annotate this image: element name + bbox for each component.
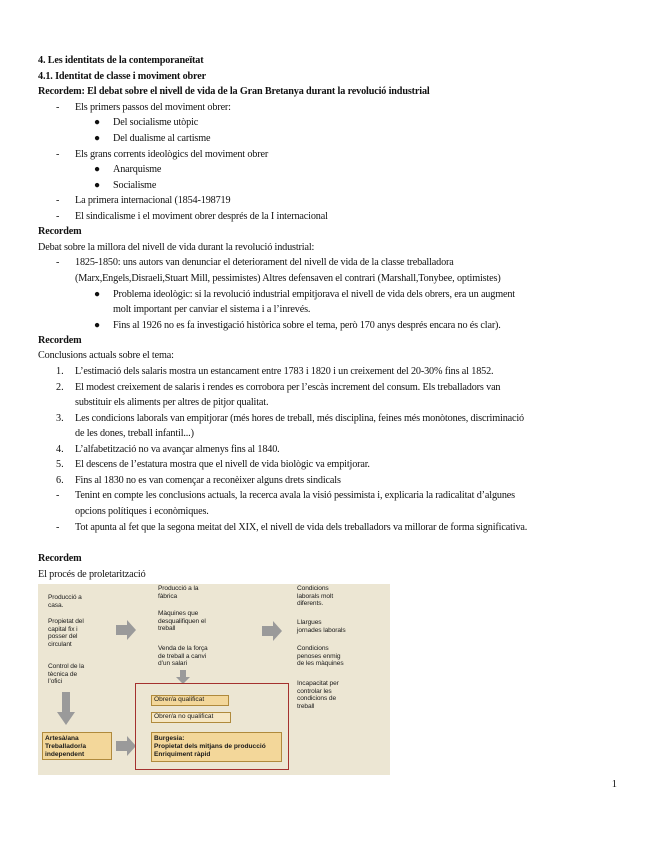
list-subitem: Del dualisme al cartisme xyxy=(113,133,211,144)
diagram-text: Producció a casa. xyxy=(48,594,82,609)
list-item-continued: (Marx,Engels,Disraeli,Stuart Mill, pessimistes) Altres defensaven el contrari (Marshall,Tonybee, optimistes) xyxy=(75,273,501,284)
dash-marker: - xyxy=(56,102,60,113)
qualified-worker-box: Obrer/a qualificat xyxy=(151,695,229,706)
dash-marker: - xyxy=(56,211,60,222)
list-item: El sindicalisme i el moviment obrer després de la I internacional xyxy=(75,211,328,222)
bullet-marker: ● xyxy=(94,117,101,128)
dash-marker: - xyxy=(56,490,60,501)
numbered-item: El modest creixement de salaris i rendes es corrobora per l’escàs increment del consum. Els treballadors van xyxy=(75,382,501,393)
down-arrow-icon xyxy=(176,670,190,684)
number-marker: 5. xyxy=(56,459,64,470)
list-item: La primera internacional (1854-198719 xyxy=(75,195,231,206)
right-arrow-icon xyxy=(116,620,136,640)
number-marker: 4. xyxy=(56,444,64,455)
diagram-text: Producció a la fàbrica xyxy=(158,585,199,600)
numbered-item: Les condicions laborals van empitjorar (més hores de treball, més disciplina, feines més monòtones, discriminació xyxy=(75,413,525,424)
diagram-text: Venda de la força de treball a canvi d’un salari xyxy=(158,645,208,668)
dash-marker: - xyxy=(56,149,60,160)
numbered-item-continued: substituir els aliments per altres de pitjor qualitat. xyxy=(75,397,269,408)
page-number: 1 xyxy=(611,779,617,790)
bullet-marker: ● xyxy=(94,180,101,191)
numbered-item-continued: de les dones, treball infantil...) xyxy=(75,428,194,439)
bullet-marker: ● xyxy=(94,164,101,175)
recordem-heading: Recordem: El debat sobre el nivell de vida de la Gran Bretanya durant la revolució industrial xyxy=(38,86,430,97)
paragraph: Debat sobre la millora del nivell de vida durant la revolució industrial: xyxy=(38,242,315,253)
artisan-box: Artesà/ana Treballador/a independent xyxy=(42,732,112,760)
dash-marker: - xyxy=(56,522,60,533)
unqualified-worker-box: Obrer/a no qualificat xyxy=(151,712,231,723)
paragraph: Conclusions actuals sobre el tema: xyxy=(38,350,174,361)
dash-marker: - xyxy=(56,257,60,268)
diagram-text: Control de la tècnica de l’ofici xyxy=(48,663,85,686)
numbered-item: L’alfabetització no va avançar almenys fins al 1840. xyxy=(75,444,280,455)
diagram-text: Llargues jornades laborals xyxy=(297,619,346,634)
list-subitem: Socialisme xyxy=(113,180,157,191)
list-item: Els primers passos del moviment obrer: xyxy=(75,102,231,113)
numbered-item: L’estimació dels salaris mostra un estancament entre 1783 i 1820 i un creixement del 20-30% fins al 1852. xyxy=(75,366,494,377)
diagram-text: Condicions penoses enmig de les màquines xyxy=(297,645,344,668)
numbered-item: El descens de l’estatura mostra que el nivell de vida biològic va empitjorar. xyxy=(75,459,370,470)
number-marker: 1. xyxy=(56,366,64,377)
diagram-text: Propietat del capital fix i posser del circulant xyxy=(48,618,84,648)
diagram-text: Incapacitat per controlar les condicions de treball xyxy=(297,680,339,710)
list-subitem: Problema ideològic: si la revolució industrial empitjorava el nivell de vida dels obrers, era un augment xyxy=(113,289,515,300)
list-subitem: Anarquisme xyxy=(113,164,162,175)
dash-marker: - xyxy=(56,195,60,206)
numbered-item: Fins al 1830 no es van començar a reconèixer alguns drets sindicals xyxy=(75,475,341,486)
diagram-text: Màquines que desqualifiquen el treball xyxy=(158,610,206,633)
recordem-label: Recordem xyxy=(38,553,82,564)
number-marker: 2. xyxy=(56,382,64,393)
section-title: 4. Les identitats de la contemporaneïtat xyxy=(38,55,204,66)
right-arrow-icon xyxy=(262,621,282,641)
recordem-label: Recordem xyxy=(38,226,82,237)
list-item-continued: opcions polítiques i econòmiques. xyxy=(75,506,209,517)
bullet-marker: ● xyxy=(94,320,101,331)
proletarization-diagram xyxy=(38,584,390,775)
list-item: Tot apunta al fet que la segona meitat del XIX, el nivell de vida dels treballadors va millorar de forma significativa. xyxy=(75,522,528,533)
list-item: Els grans corrents ideològics del moviment obrer xyxy=(75,149,269,160)
right-arrow-icon xyxy=(116,736,136,756)
recordem-label: Recordem xyxy=(38,335,82,346)
number-marker: 3. xyxy=(56,413,64,424)
list-subitem: Del socialisme utòpic xyxy=(113,117,199,128)
diagram-text: Condicions laborals molt diferents. xyxy=(297,585,334,608)
bourgeoisie-box: Burgesia: Propietat dels mitjans de producció Enriquiment ràpid xyxy=(151,732,282,762)
number-marker: 6. xyxy=(56,475,64,486)
list-subitem-continued: molt important per canviar el sistema i a l’inrevés. xyxy=(113,304,311,315)
list-item: Tenint en compte les conclusions actuals, la recerca avala la visió pessimista i, explicaria la radicalitat d’algunes xyxy=(75,490,515,501)
bullet-marker: ● xyxy=(94,133,101,144)
list-item: 1825-1850: uns autors van denunciar el deteriorament del nivell de vida de la classe treballadora xyxy=(75,257,454,268)
bullet-marker: ● xyxy=(94,289,101,300)
section-subtitle: 4.1. Identitat de classe i moviment obrer xyxy=(38,71,206,82)
paragraph: El procés de proletarització xyxy=(38,569,146,580)
list-subitem: Fins al 1926 no es fa investigació històrica sobre el tema, però 170 anys després encara no és clar). xyxy=(113,320,501,331)
down-arrow-icon xyxy=(57,692,75,726)
